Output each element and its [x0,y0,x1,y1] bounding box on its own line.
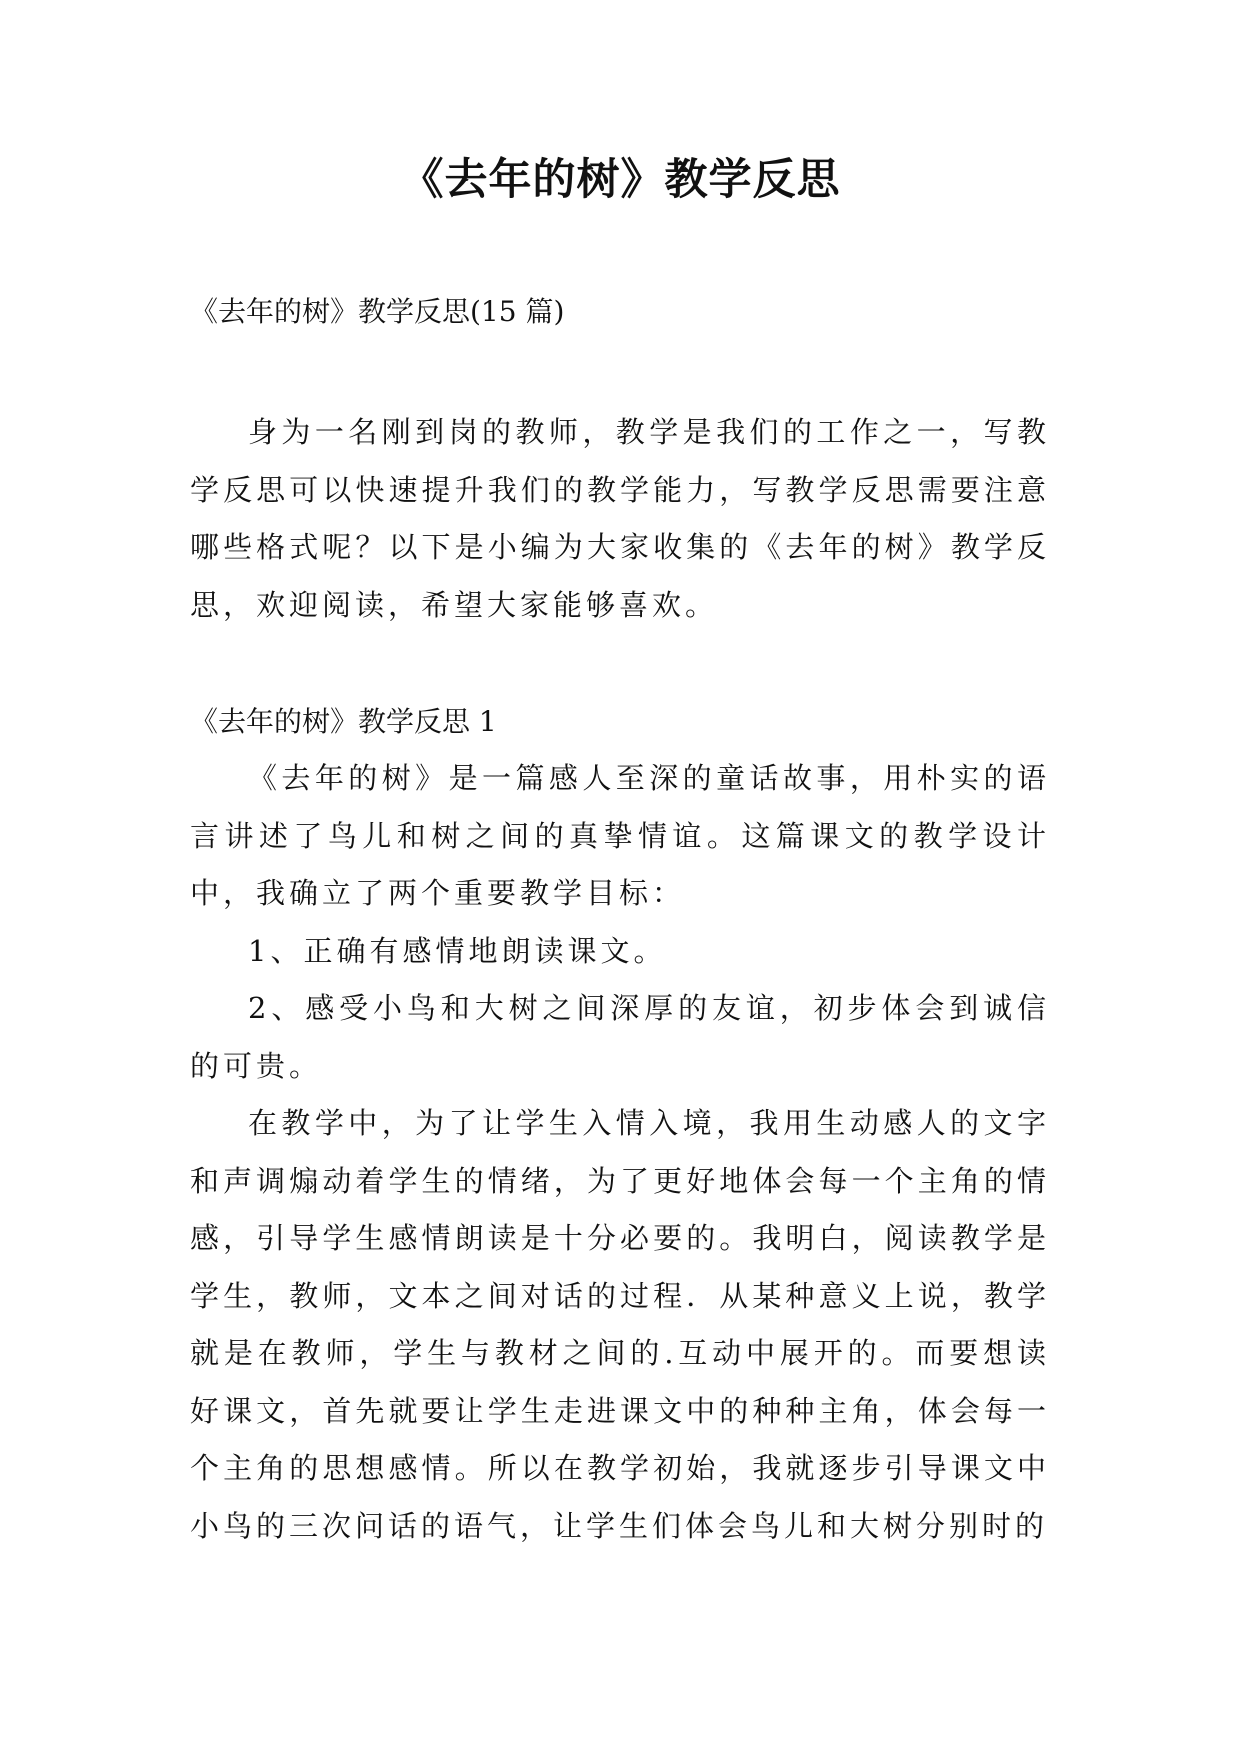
body-paragraph: 《去年的树》是一篇感人至深的童话故事，用朴实的语言讲述了鸟儿和树之间的真挚情谊。这篇课文的教学设计中，我确立了两个重要教学目标： [190,761,1050,910]
section-heading: 《去年的树》教学反思 1 [190,705,497,738]
intro-paragraph: 身为一名刚到岗的教师，教学是我们的工作之一，写教学反思可以快速提升我们的教学能力，写教学反思需要注意哪些格式呢？以下是小编为大家收集的《去年的树》教学反思，欢迎阅读，希望大家能够喜欢。 [190,415,1050,622]
document-title: 《去年的树》教学反思 [400,155,841,205]
body-paragraph: 在教学中，为了让学生入情入境，我用生动感人的文字和声调煽动着学生的情绪，为了更好地体会每一个主角的情感，引导学生感情朗读是十分必要的。我明白，阅读教学是学生，教师，文本之间对话的过程．从某种意义上说，教学就是在教师，学生与教材之间的.互动中展开的。而要想读好课文，首先就要让学生走进课文中的种种主角，体会每一个主角的思想感情。所以在教学初始，我就逐步引导课文中小鸟的三次问话的语气，让学生们体会鸟儿和大树分别时的 [190,1106,1050,1543]
section-body [190,750,1050,1555]
goal-item: 1、正确有感情地朗读课文。 [248,933,667,968]
document-subtitle: 《去年的树》教学反思(15 篇) [190,295,565,328]
goal-item: 2、感受小鸟和大树之间深厚的友谊，初步体会到诚信的可贵。 [190,991,1050,1083]
